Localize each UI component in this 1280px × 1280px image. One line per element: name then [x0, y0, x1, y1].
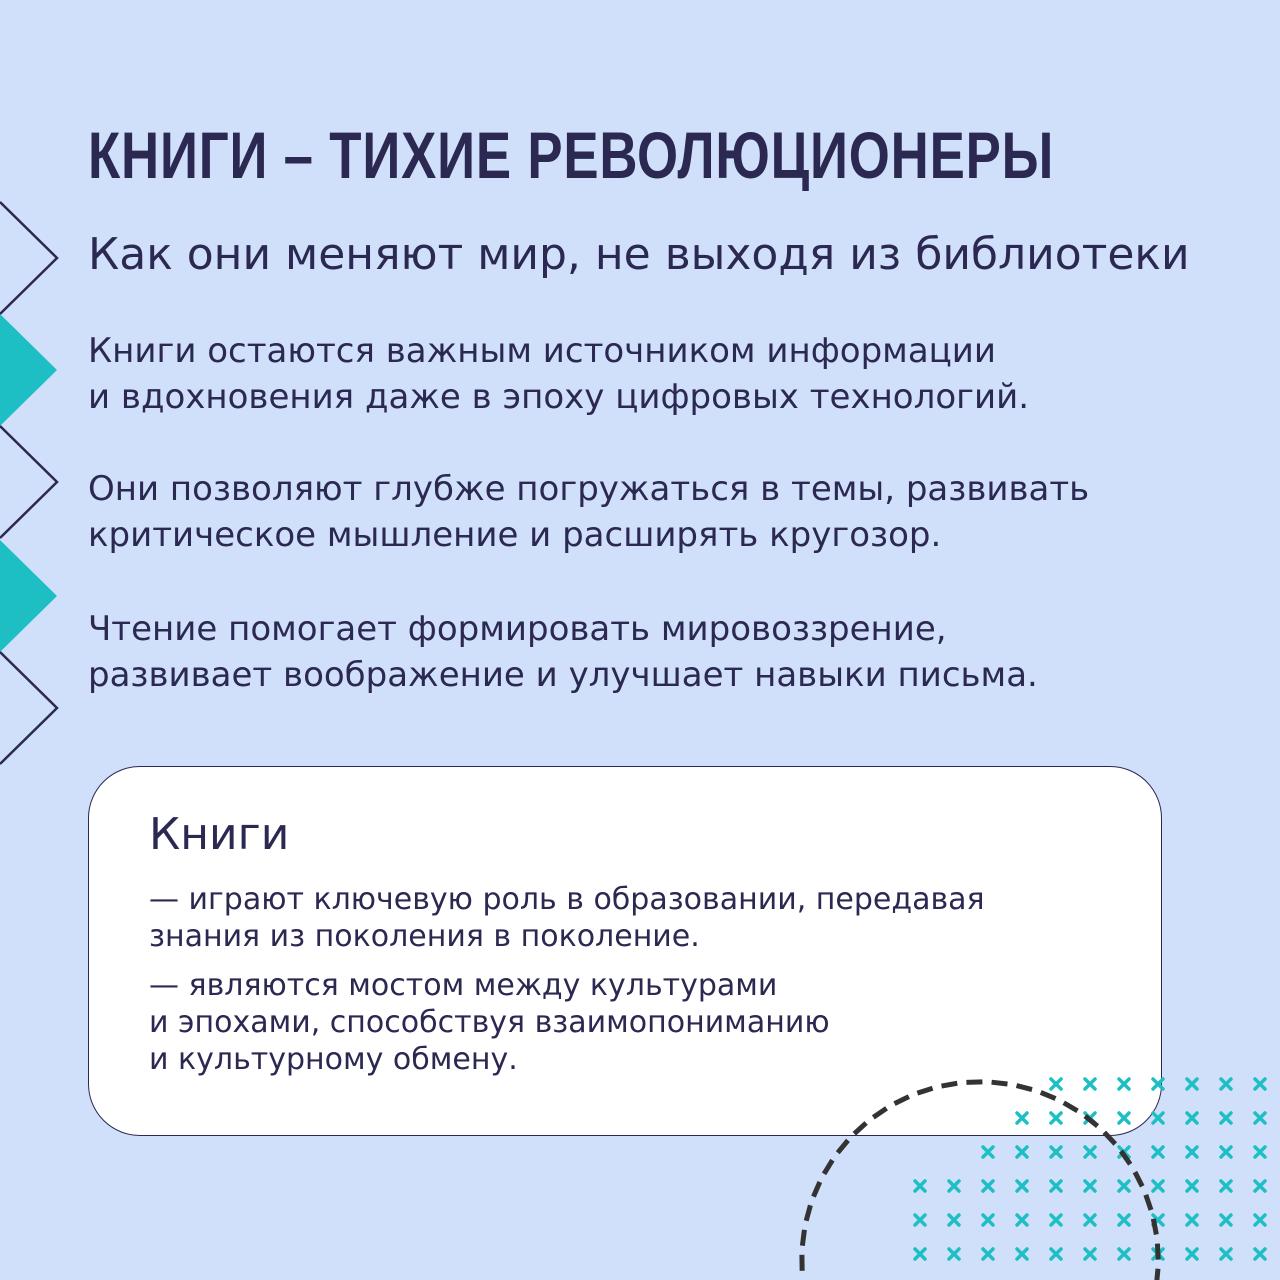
chevron-outline — [0, 652, 57, 764]
dash-mark — [873, 1108, 886, 1117]
cross-mark — [1119, 1215, 1129, 1225]
dash-mark — [992, 1082, 1008, 1084]
cross-mark — [1255, 1249, 1265, 1259]
cross-mark — [915, 1215, 925, 1225]
cross-mark — [1187, 1249, 1197, 1259]
cross-pattern — [915, 1079, 1265, 1259]
cross-mark — [1051, 1215, 1061, 1225]
cross-mark — [915, 1181, 925, 1191]
cross-mark — [1085, 1181, 1095, 1191]
cross-mark — [1221, 1079, 1231, 1089]
cross-mark — [1255, 1113, 1265, 1123]
card-item-line: знания из поколения в поколение. — [149, 919, 700, 954]
dash-mark — [1157, 1244, 1158, 1260]
cross-mark — [1017, 1113, 1027, 1123]
cross-mark — [983, 1181, 993, 1191]
cross-mark — [1119, 1249, 1129, 1259]
teal-diamond — [0, 540, 57, 652]
paragraph — [88, 328, 1029, 420]
dash-mark — [942, 1083, 958, 1086]
dash-mark — [824, 1160, 832, 1174]
cross-mark — [1119, 1181, 1129, 1191]
cross-mark — [983, 1249, 993, 1259]
cross-mark — [1085, 1215, 1095, 1225]
cross-mark — [1153, 1147, 1163, 1157]
dash-mark — [895, 1097, 909, 1104]
paragraph — [88, 466, 1089, 558]
dash-mark — [838, 1140, 848, 1152]
cross-mark — [1085, 1079, 1095, 1089]
cross-mark — [1051, 1079, 1061, 1089]
dash-mark — [1041, 1092, 1056, 1098]
cross-mark — [983, 1215, 993, 1225]
cross-mark — [1221, 1249, 1231, 1259]
cross-mark — [1255, 1215, 1265, 1225]
cross-mark — [1051, 1113, 1061, 1123]
cross-mark — [1221, 1181, 1231, 1191]
paragraph-line: критическое мышление и расширять кругозор. — [88, 515, 942, 555]
dash-mark — [802, 1230, 804, 1246]
cross-mark — [1255, 1147, 1265, 1157]
dash-mark — [854, 1123, 866, 1134]
cross-mark — [1255, 1181, 1265, 1191]
cross-mark — [1187, 1215, 1197, 1225]
dash-mark — [1156, 1269, 1158, 1280]
cross-mark — [1051, 1181, 1061, 1191]
cross-mark — [1017, 1215, 1027, 1225]
cross-mark — [1153, 1079, 1163, 1089]
paragraph-line: и вдохновения даже в эпоху цифровых технологий. — [88, 377, 1030, 417]
cross-mark — [1017, 1249, 1027, 1259]
chevron-outline — [0, 202, 57, 314]
card-item-line: и эпохами, способствуя взаимопониманию — [149, 1005, 830, 1040]
teal-diamond — [0, 314, 57, 426]
cross-mark — [1085, 1249, 1095, 1259]
cross-mark — [1153, 1113, 1163, 1123]
dash-mark — [806, 1205, 810, 1220]
chevron-outline — [0, 426, 57, 538]
cross-mark — [1119, 1113, 1129, 1123]
card-item-line: и культурному обмену. — [149, 1042, 518, 1077]
cross-mark — [949, 1215, 959, 1225]
dashed-circle-and-crosses-icon — [790, 1050, 1280, 1280]
cross-mark — [1153, 1181, 1163, 1191]
cross-mark — [1119, 1079, 1129, 1089]
cross-mark — [949, 1249, 959, 1259]
dash-mark — [1064, 1103, 1078, 1111]
cross-mark — [1051, 1249, 1061, 1259]
cross-mark — [1051, 1147, 1061, 1157]
dash-mark — [917, 1088, 932, 1093]
card-title: Книги — [149, 809, 290, 860]
cross-mark — [1017, 1181, 1027, 1191]
cross-mark — [983, 1147, 993, 1157]
page-subtitle: Как они меняют мир, не выходя из библиотеки — [88, 229, 1190, 280]
cross-mark — [915, 1249, 925, 1259]
card-item-line: — являются мостом между культурами — [149, 968, 778, 1003]
cross-mark — [1255, 1079, 1265, 1089]
cross-mark — [1221, 1215, 1231, 1225]
dash-mark — [1153, 1219, 1156, 1235]
card-item-line: — играют ключевую роль в образовании, передавая — [149, 882, 985, 917]
cross-mark — [1221, 1113, 1231, 1123]
cross-mark — [1187, 1113, 1197, 1123]
cross-mark — [1221, 1147, 1231, 1157]
paragraph-line: развивает воображение и улучшает навыки письма. — [88, 655, 1038, 695]
cross-mark — [1187, 1147, 1197, 1157]
dash-mark — [966, 1082, 982, 1083]
card-item — [149, 881, 1101, 955]
cross-mark — [949, 1181, 959, 1191]
cross-mark — [1085, 1147, 1095, 1157]
paragraph — [88, 606, 1038, 698]
paragraph-line: Они позволяют глубже погружаться в темы, развивать — [88, 469, 1090, 509]
dash-mark — [1017, 1086, 1032, 1090]
dash-mark — [1146, 1195, 1151, 1210]
dash-mark — [1135, 1172, 1142, 1186]
cross-mark — [1187, 1079, 1197, 1089]
cross-mark — [1187, 1181, 1197, 1191]
paragraph-line: Книги остаются важным источником информации — [88, 331, 996, 371]
dashed-circle — [802, 1082, 1158, 1280]
page-title: КНИГИ – ТИХИЕ РЕВОЛЮЦИОНЕРЫ — [88, 118, 1055, 192]
paragraph-line: Чтение помогает формировать мировоззрение, — [88, 609, 947, 649]
diamond-chevrons-icon — [0, 200, 70, 770]
cross-mark — [1017, 1147, 1027, 1157]
dash-mark — [813, 1182, 819, 1197]
dash-mark — [1104, 1132, 1115, 1144]
